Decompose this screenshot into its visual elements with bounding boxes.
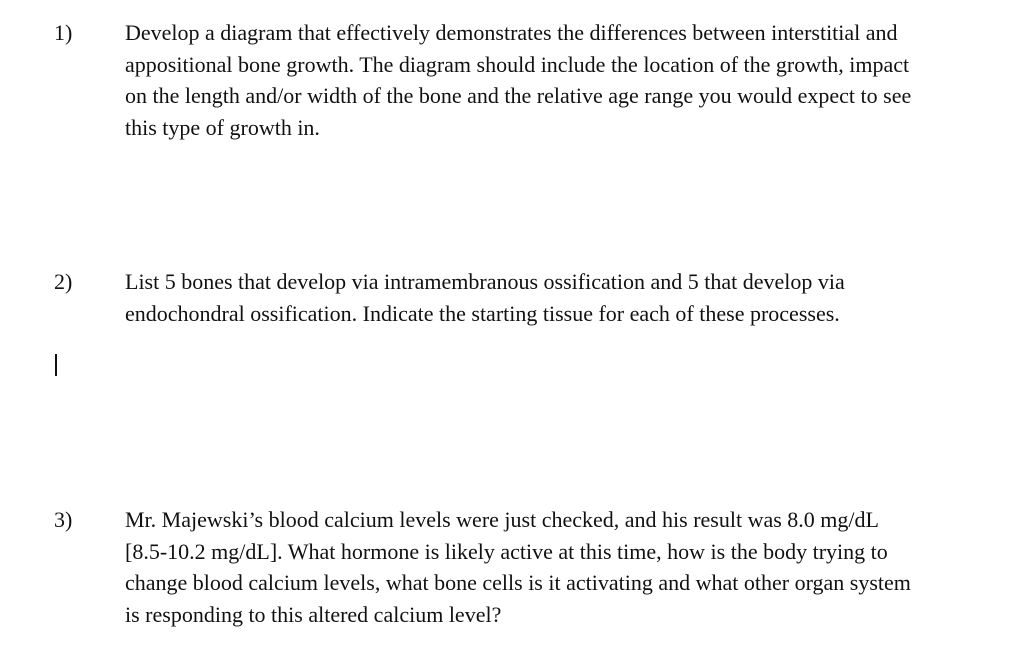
question-1-text[interactable] — [125, 17, 1005, 143]
question-3-line-1: Mr. Majewski’s blood calcium levels were just checked, and his result was 8.0 mg/dL — [125, 507, 879, 532]
question-1-number: 1) — [54, 20, 73, 45]
question-1-line-1: Develop a diagram that effectively demonstrates the differences between interstitial and — [125, 20, 898, 45]
question-3-line-2: [8.5-10.2 mg/dL]. What hormone is likely active at this time, how is the body trying to — [125, 538, 888, 564]
text-cursor[interactable] — [55, 354, 57, 376]
question-1-line-3: on the length and/or width of the bone and the relative age range you would expect to see — [125, 83, 912, 108]
question-3-line-4: is responding to this altered calcium level? — [125, 601, 502, 627]
question-3-text[interactable] — [125, 504, 1005, 630]
question-2-line-2: endochondral ossification. Indicate the starting tissue for each of these processes. — [125, 300, 840, 326]
question-2-line-1: List 5 bones that develop via intramembranous ossification and 5 that develop via — [125, 269, 845, 294]
question-1-line-2: appositional bone growth. The diagram should include the location of the growth, impact — [125, 51, 910, 77]
question-1-line-4: this type of growth in. — [125, 114, 320, 140]
question-3-line-3: change blood calcium levels, what bone cells is it activating and what other organ system — [125, 570, 911, 595]
question-2-text[interactable] — [125, 266, 1005, 329]
question-3-number: 3) — [54, 507, 73, 532]
question-2-number: 2) — [54, 269, 73, 294]
